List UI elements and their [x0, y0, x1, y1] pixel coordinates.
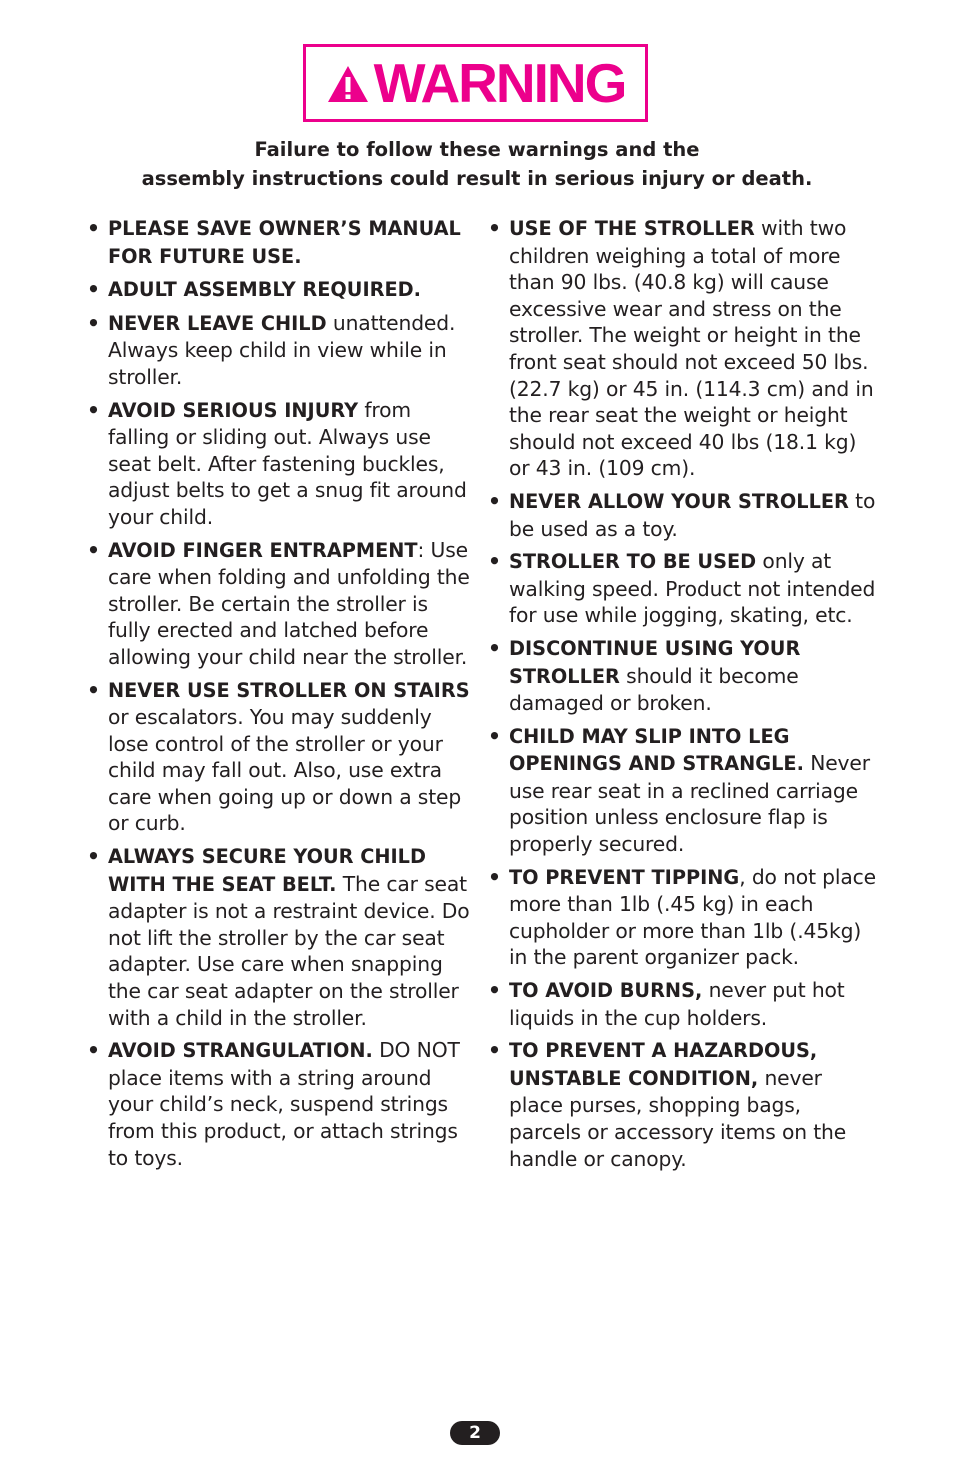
- warning-text: should it become damaged or broken.: [509, 663, 799, 716]
- warning-item: [488, 215, 878, 482]
- intro-line-2: assembly instructions could result in serious injury or death.: [141, 167, 813, 190]
- bullet: •: [488, 488, 501, 513]
- warning-lead: TO PREVENT A HAZARDOUS, UNSTABLE CONDITION,: [509, 1039, 818, 1090]
- warning-item: [488, 864, 878, 971]
- bullet: •: [87, 1038, 100, 1063]
- bullet: •: [87, 677, 100, 702]
- warning-lead: STROLLER TO BE USED: [509, 550, 757, 574]
- warning-text: or escalators. You may suddenly lose control of the stroller or your child may fall out. Also, use extra care when going up or down a step or curb.: [108, 705, 462, 836]
- bullet: •: [488, 864, 501, 889]
- bullet: •: [488, 723, 501, 748]
- warning-item: [488, 635, 878, 717]
- warning-item: [488, 548, 878, 629]
- warning-text: to be used as a toy.: [509, 488, 876, 541]
- warning-item: [87, 1037, 472, 1171]
- warning-lead: NEVER ALLOW YOUR STROLLER: [509, 489, 849, 513]
- warning-text: from falling or sliding out. Always use seat belt. After fastening buckles, adjust belts to get a snug fit around your child.: [108, 397, 467, 529]
- warning-item: [87, 537, 472, 671]
- warning-lead: CHILD MAY SLIP INTO LEG OPENINGS AND STRANGLE.: [509, 724, 804, 776]
- warning-lead: DISCONTINUE USING YOUR STROLLER: [509, 636, 801, 688]
- warning-lead: ALWAYS SECURE YOUR CHILD WITH THE SEAT BELT.: [108, 845, 426, 896]
- warning-text: only at walking speed. Product not intended for use while jogging, skating, etc.: [509, 549, 876, 628]
- right-warning-column: [488, 215, 878, 1178]
- warning-lead: PLEASE SAVE OWNER’S MANUAL FOR FUTURE USE.: [108, 217, 461, 268]
- warning-title: WARNING: [373, 51, 626, 114]
- warning-text: never put hot liquids in the cup holders.: [509, 978, 845, 1030]
- warning-lead: AVOID SERIOUS INJURY: [108, 398, 359, 422]
- warning-item: [488, 1037, 878, 1172]
- warning-item: [87, 843, 472, 1031]
- warning-item: [488, 977, 878, 1031]
- warning-banner: [303, 44, 648, 122]
- bullet: •: [87, 310, 100, 335]
- warning-text: The car seat adapter is not a restraint device. Do not lift the stroller by the car seat adapter. Use care when snapping the car seat adapter on the stroller with a child in the stroller.: [108, 871, 470, 1030]
- warning-text: DO NOT place items with a string around your child’s neck, suspend strings from this product, or attach strings to toys.: [108, 1038, 460, 1170]
- warning-text: with two children weighing a total of more than 90 lbs. (40.8 kg) will cause excessive wear and stress on the stroller. The weight or height in the front seat should not exceed 50 lbs. (22.7 kg) or 45 in. (114.3 cm) and in the rear seat the weight or height should not exceed 40 lbs (18.1 kg) or 43 in. (109 cm).: [509, 216, 874, 481]
- bullet: •: [87, 844, 100, 869]
- warning-item: [488, 723, 878, 858]
- page-number: 2: [450, 1421, 500, 1445]
- warning-lead: AVOID STRANGULATION.: [108, 1039, 373, 1063]
- left-warning-column: [87, 215, 472, 1177]
- warning-text: unattended. Always keep child in view while in stroller.: [108, 310, 456, 389]
- warning-item: [87, 397, 472, 531]
- warning-lead: USE OF THE STROLLER: [509, 217, 755, 240]
- warning-text: never place purses, shopping bags, parcels or accessory items on the handle or canopy.: [509, 1065, 847, 1171]
- warning-item: [87, 677, 472, 838]
- bullet: •: [488, 1038, 501, 1063]
- warning-lead: NEVER USE STROLLER ON STAIRS: [108, 678, 470, 702]
- bullet: •: [87, 277, 100, 302]
- bullet: •: [488, 635, 501, 660]
- bullet: •: [488, 216, 501, 240]
- bullet: •: [87, 397, 100, 422]
- bullet: •: [488, 978, 501, 1003]
- warning-item: [87, 215, 472, 270]
- warning-item: [488, 488, 878, 542]
- warning-lead: TO PREVENT TIPPING: [509, 865, 740, 889]
- warning-intro: [0, 135, 954, 193]
- bullet: •: [488, 549, 501, 574]
- bullet: •: [87, 537, 100, 562]
- warning-item: [87, 310, 472, 391]
- warning-lead: TO AVOID BURNS,: [509, 979, 703, 1003]
- warning-lead: ADULT ASSEMBLY REQUIRED.: [108, 278, 421, 302]
- warning-text: Never use rear seat in a reclined carriage position unless enclosure flap is properly secured.: [509, 751, 870, 857]
- warning-triangle-icon: [326, 64, 370, 104]
- bullet: •: [87, 216, 100, 240]
- warning-lead: NEVER LEAVE CHILD: [108, 311, 327, 335]
- warning-text: : Use care when folding and unfolding the stroller. Be certain the stroller is fully erected and latched before allowing your child near the stroller.: [108, 537, 470, 669]
- intro-line-1: Failure to follow these warnings and the: [254, 138, 700, 161]
- warning-item: [87, 276, 472, 304]
- warning-lead: AVOID FINGER ENTRAPMENT: [108, 538, 418, 562]
- warning-text: , do not place more than 1lb (.45 kg) in each cupholder or more than 1lb (.45kg) in the parent organizer pack.: [509, 864, 876, 970]
